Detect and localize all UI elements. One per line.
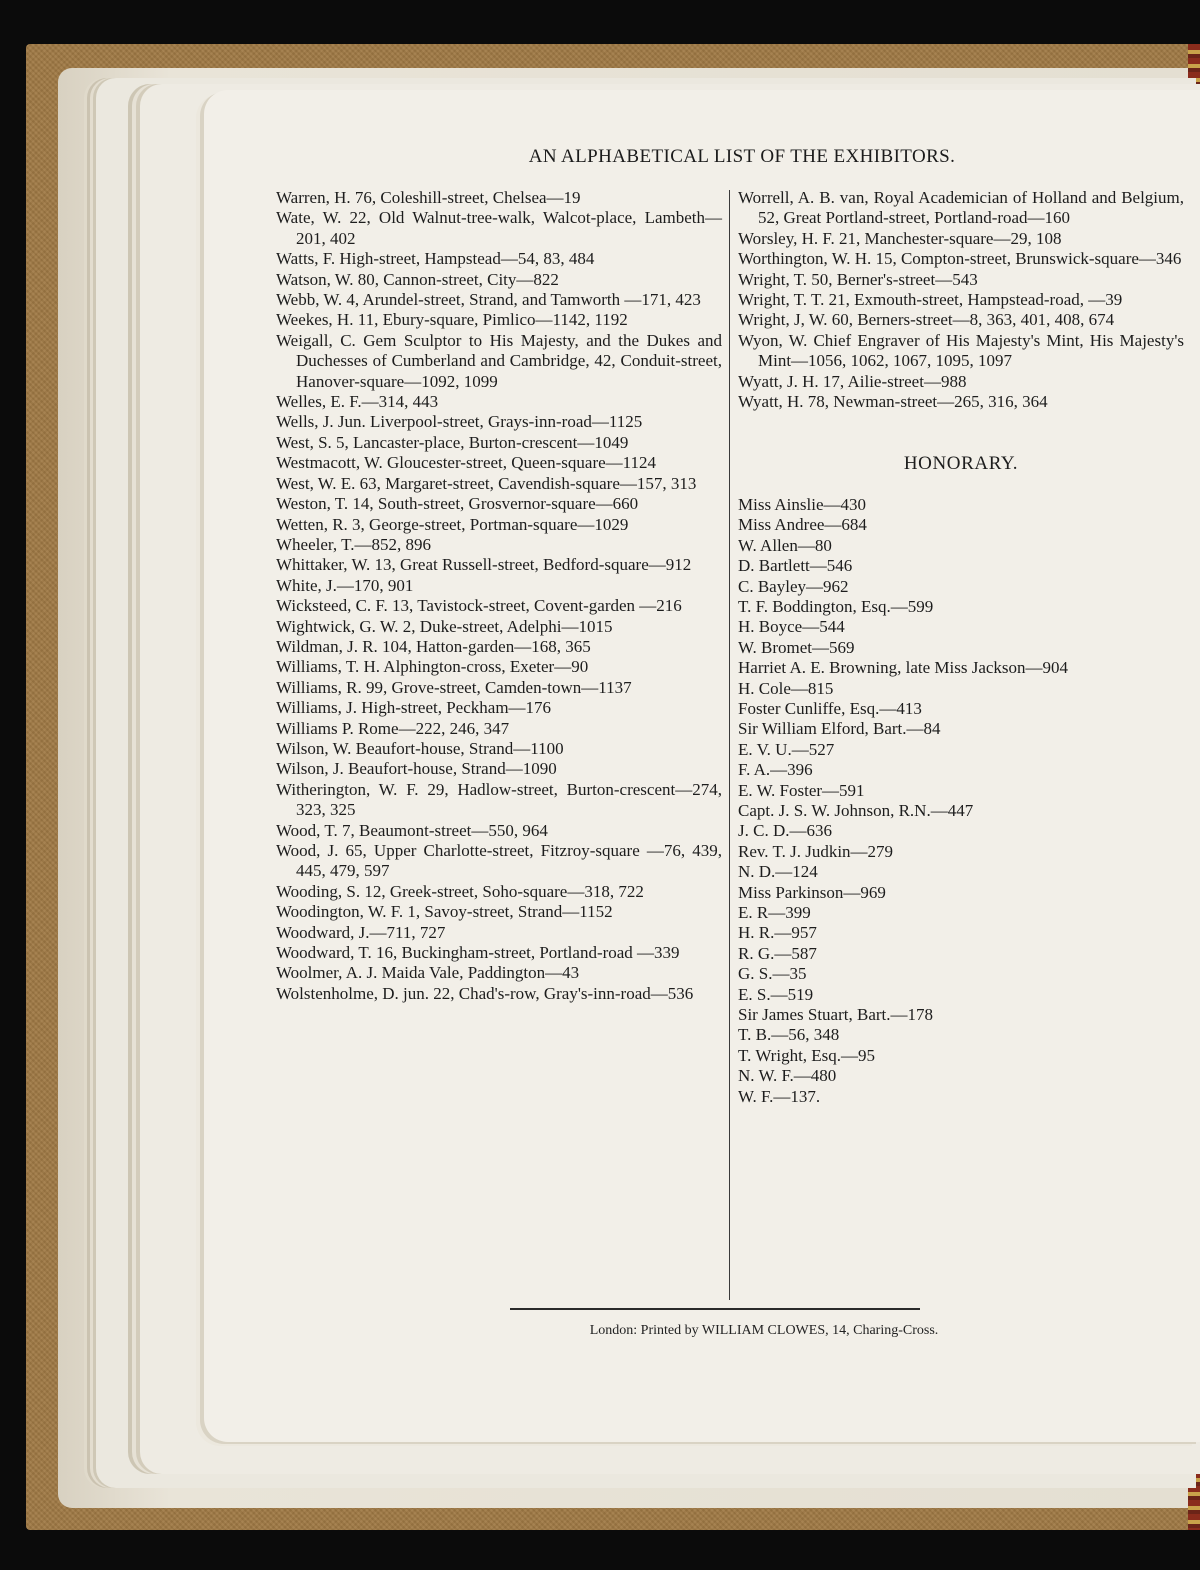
exhibitor-entry: Wightwick, G. W. 2, Duke-street, Adelphi—1015 <box>276 616 613 636</box>
honorary-entry: Miss Andree—684 <box>738 515 867 535</box>
honorary-list <box>738 495 1184 1107</box>
honorary-entry: E. S.—519 <box>738 984 814 1004</box>
honorary-entry: Capt. J. S. W. Johnson, R.N.—447 <box>738 800 974 820</box>
exhibitor-entry: Wheeler, T.—852, 896 <box>276 534 431 554</box>
honorary-entry: J. C. D.—636 <box>738 821 832 841</box>
honorary-entry: T. Wright, Esq.—95 <box>738 1045 876 1065</box>
exhibitor-entry: Wilson, W. Beaufort-house, Strand—1100 <box>276 738 564 758</box>
honorary-entry: Sir James Stuart, Bart.—178 <box>738 1005 934 1025</box>
exhibitor-entry: Witherington, W. F. 29, Hadlow-street, Burton-crescent—274, 323, 325 <box>276 779 722 820</box>
exhibitor-entry: Wate, W. 22, Old Walnut-tree-walk, Walcot-place, Lambeth—201, 402 <box>276 208 722 248</box>
exhibitor-entry: Watts, F. High-street, Hampstead—54, 83, 484 <box>276 249 595 269</box>
exhibitor-entry: Worrell, A. B. van, Royal Academician of Holland and Belgium, 52, Great Portland-street, Portland-road—160 <box>738 188 1184 228</box>
exhibitor-entry: Wyon, W. Chief Engraver of His Majesty's Mint, His Majesty's Mint—1056, 1062, 1067, 1095, 1097 <box>738 330 1184 371</box>
exhibitor-entry: Williams, J. High-street, Peckham—176 <box>276 698 552 718</box>
exhibitor-entry: Warren, H. 76, Coleshill-street, Chelsea—19 <box>276 188 581 207</box>
column-divider <box>729 190 730 1300</box>
exhibitor-entry: Webb, W. 4, Arundel-street, Strand, and Tamworth —171, 423 <box>276 290 701 310</box>
exhibitor-entry: Wilson, J. Beaufort-house, Strand—1090 <box>276 759 557 779</box>
printer-imprint: London: Printed by WILLIAM CLOWES, 14, Charing-Cross. <box>589 1323 939 1338</box>
exhibitor-entry: Williams, T. H. Alphington-cross, Exeter—90 <box>276 657 589 677</box>
honorary-entry: Harriet A. E. Browning, late Miss Jackson—904 <box>738 658 1069 678</box>
exhibitor-entry: Wright, T. T. 21, Exmouth-street, Hampstead-road, —39 <box>738 290 1123 310</box>
exhibitor-entry: Wyatt, H. 78, Newman-street—265, 316, 364 <box>738 392 1048 412</box>
footer-rule <box>510 1308 920 1310</box>
left-column <box>276 188 722 1004</box>
printed-page <box>204 90 1200 1442</box>
honorary-entry: D. Bartlett—546 <box>738 556 853 576</box>
exhibitor-entry: Watson, W. 80, Cannon-street, City—822 <box>276 269 559 289</box>
exhibitor-entry: Wicksteed, C. F. 13, Tavistock-street, Covent-garden —216 <box>276 596 682 616</box>
honorary-entry: H. R.—957 <box>738 923 817 943</box>
exhibitor-entry: Wolstenholme, D. jun. 22, Chad's-row, Gray's-inn-road—536 <box>276 983 694 1003</box>
honorary-entry: T. B.—56, 348 <box>738 1025 840 1045</box>
exhibitor-entry: Woodward, T. 16, Buckingham-street, Portland-road —339 <box>276 943 680 963</box>
honorary-entry: E. V. U.—527 <box>738 739 835 759</box>
page-heading: AN ALPHABETICAL LIST OF THE EXHIBITORS. <box>528 146 956 167</box>
exhibitor-entry: Weigall, C. Gem Sculptor to His Majesty, and the Dukes and Duchesses of Cumberland and Cambridge, 42, Conduit-street, Hanover-square—1092, 1099 <box>276 330 722 391</box>
honorary-entry: N. W. F.—480 <box>738 1066 837 1086</box>
exhibitor-entry: Woolmer, A. J. Maida Vale, Paddington—43 <box>276 963 580 983</box>
honorary-heading: HONORARY. <box>903 453 1019 475</box>
honorary-entry: Miss Parkinson—969 <box>738 882 886 902</box>
exhibitor-entry: Wyatt, J. H. 17, Ailie-street—988 <box>738 371 967 391</box>
honorary-entry: G. S.—35 <box>738 964 807 984</box>
exhibitor-entry: Wright, J, W. 60, Berners-street—8, 363, 401, 408, 674 <box>738 310 1115 330</box>
honorary-entry: F. A.—396 <box>738 760 813 780</box>
exhibitor-entry: Wright, T. 50, Berner's-street—543 <box>738 269 978 289</box>
exhibitor-entry: Woodward, J.—711, 727 <box>276 922 446 942</box>
honorary-entry: E. R—399 <box>738 903 811 922</box>
honorary-entry: Rev. T. J. Judkin—279 <box>738 841 894 861</box>
exhibitor-entry: Whittaker, W. 13, Great Russell-street, Bedford-square—912 <box>276 555 692 575</box>
exhibitor-entry: Welles, E. F.—314, 443 <box>276 392 439 412</box>
honorary-entry: N. D.—124 <box>738 862 818 882</box>
honorary-entry: E. W. Foster—591 <box>738 780 865 800</box>
honorary-entry: W. F.—137. <box>738 1086 821 1106</box>
exhibitor-entry: Wildman, J. R. 104, Hatton-garden—168, 365 <box>276 636 591 656</box>
right-entries <box>738 188 1184 412</box>
exhibitor-entry: Wooding, S. 12, Greek-street, Soho-square—318, 722 <box>276 881 644 901</box>
exhibitor-entry: Wells, J. Jun. Liverpool-street, Grays-inn-road—1125 <box>276 412 643 432</box>
honorary-entry: Foster Cunliffe, Esq.—413 <box>738 698 922 718</box>
exhibitor-entry: Worthington, W. H. 15, Compton-street, Brunswick-square—346 <box>738 249 1182 269</box>
exhibitor-entry: Williams, R. 99, Grove-street, Camden-town—1137 <box>276 677 632 697</box>
exhibitor-entry: Weekes, H. 11, Ebury-square, Pimlico—1142, 1192 <box>276 310 628 330</box>
honorary-entry: R. G.—587 <box>738 943 817 963</box>
exhibitor-entry: West, W. E. 63, Margaret-street, Cavendish-square—157, 313 <box>276 473 697 493</box>
honorary-entry: C. Bayley—962 <box>738 576 849 596</box>
right-column <box>738 188 1184 1107</box>
honorary-entry: Miss Ainslie—430 <box>738 494 866 514</box>
exhibitor-entry: Woodington, W. F. 1, Savoy-street, Strand—1152 <box>276 902 613 922</box>
exhibitor-entry: Wetten, R. 3, George-street, Portman-square—1029 <box>276 514 629 534</box>
honorary-entry: W. Allen—80 <box>738 535 832 555</box>
exhibitor-entry: Williams P. Rome—222, 246, 347 <box>276 718 510 738</box>
honorary-entry: H. Boyce—544 <box>738 617 845 637</box>
exhibitor-entry: Wood, T. 7, Beaumont-street—550, 964 <box>276 820 548 840</box>
honorary-entry: W. Bromet—569 <box>738 637 855 657</box>
exhibitor-entry: Worsley, H. F. 21, Manchester-square—29, 108 <box>738 228 1062 248</box>
exhibitor-entry: Westmacott, W. Gloucester-street, Queen-square—1124 <box>276 453 657 473</box>
honorary-entry: H. Cole—815 <box>738 678 834 698</box>
honorary-entry: Sir William Elford, Bart.—84 <box>738 719 941 739</box>
exhibitor-entry: Weston, T. 14, South-street, Grosvernor-square—660 <box>276 494 639 514</box>
exhibitor-entry: Wood, J. 65, Upper Charlotte-street, Fitzroy-square —76, 439, 445, 479, 597 <box>276 841 722 881</box>
exhibitor-entry: White, J.—170, 901 <box>276 575 414 595</box>
honorary-entry: T. F. Boddington, Esq.—599 <box>738 596 934 616</box>
exhibitor-entry: West, S. 5, Lancaster-place, Burton-crescent—1049 <box>276 432 629 452</box>
